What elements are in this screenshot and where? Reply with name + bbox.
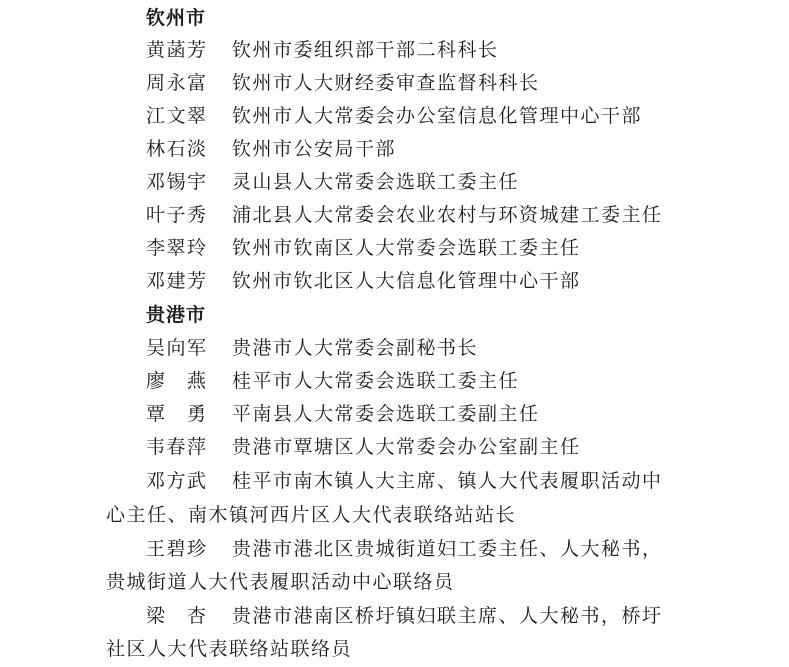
person-name: 叶子秀 bbox=[146, 204, 208, 226]
person-name: 李翠玲 bbox=[146, 237, 208, 259]
person-row bbox=[146, 269, 581, 293]
person-title-continuation: 心主任、南木镇河西片区人大代表联络站站长 bbox=[106, 504, 517, 526]
person-title: 钦州市委组织部干部二科科长 bbox=[232, 39, 499, 61]
person-row bbox=[146, 71, 540, 95]
person-row bbox=[146, 137, 396, 161]
person-name: 韦春萍 bbox=[146, 436, 208, 458]
person-name: 江文翠 bbox=[146, 105, 208, 127]
person-row bbox=[146, 369, 519, 393]
person-row bbox=[146, 336, 478, 360]
person-title-continuation: 贵城街道人大代表履职活动中心联络员 bbox=[106, 571, 455, 593]
person-row bbox=[146, 604, 663, 628]
person-title: 贵港市人大常委会副秘书长 bbox=[232, 337, 479, 359]
person-title: 桂平市人大常委会选联工委主任 bbox=[232, 370, 520, 392]
person-title: 钦州市人大常委会办公室信息化管理中心干部 bbox=[232, 105, 643, 127]
person-title: 贵港市覃塘区人大常委会办公室副主任 bbox=[232, 436, 581, 458]
section-heading-qinzhou: 钦州市 bbox=[146, 7, 207, 29]
person-row bbox=[146, 402, 540, 426]
person-name: 林石淡 bbox=[146, 138, 208, 160]
person-name: 廖 燕 bbox=[146, 370, 208, 392]
person-name: 覃 勇 bbox=[146, 403, 208, 425]
person-name: 邓锡宇 bbox=[146, 171, 208, 193]
person-title: 灵山县人大常委会选联工委主任 bbox=[232, 171, 520, 193]
person-name: 周永富 bbox=[146, 72, 208, 94]
person-row bbox=[146, 537, 663, 561]
person-name: 吴向军 bbox=[146, 337, 208, 359]
person-title: 钦州市钦北区人大信息化管理中心干部 bbox=[232, 270, 581, 292]
person-row bbox=[146, 170, 519, 194]
person-title: 钦州市钦南区人大常委会选联工委主任 bbox=[232, 237, 581, 259]
person-title: 钦州市人大财经委审查监督科科长 bbox=[232, 72, 540, 94]
person-row bbox=[146, 435, 581, 459]
person-title-continuation: 社区人大代表联络站联络员 bbox=[106, 638, 353, 660]
person-row bbox=[146, 203, 663, 227]
person-title: 浦北县人大常委会农业农村与环资城建工委主任 bbox=[232, 204, 663, 226]
person-row bbox=[146, 104, 642, 128]
person-title: 贵港市港南区桥圩镇妇联主席、人大秘书，桥圩 bbox=[232, 605, 663, 627]
person-name: 黄菡芳 bbox=[146, 39, 208, 61]
person-title: 贵港市港北区贵城街道妇工委主任、人大秘书， bbox=[232, 538, 663, 560]
person-name: 邓建芳 bbox=[146, 270, 208, 292]
person-title: 钦州市公安局干部 bbox=[232, 138, 397, 160]
person-row bbox=[146, 38, 499, 62]
person-name: 王碧珍 bbox=[146, 538, 208, 560]
person-name: 梁 杏 bbox=[146, 605, 208, 627]
person-row bbox=[146, 236, 581, 260]
person-title: 平南县人大常委会选联工委副主任 bbox=[232, 403, 540, 425]
person-name: 邓方武 bbox=[146, 470, 208, 492]
person-row bbox=[146, 469, 663, 493]
person-title: 桂平市南木镇人大主席、镇人大代表履职活动中 bbox=[232, 470, 663, 492]
section-heading-guigang: 贵港市 bbox=[146, 304, 207, 326]
